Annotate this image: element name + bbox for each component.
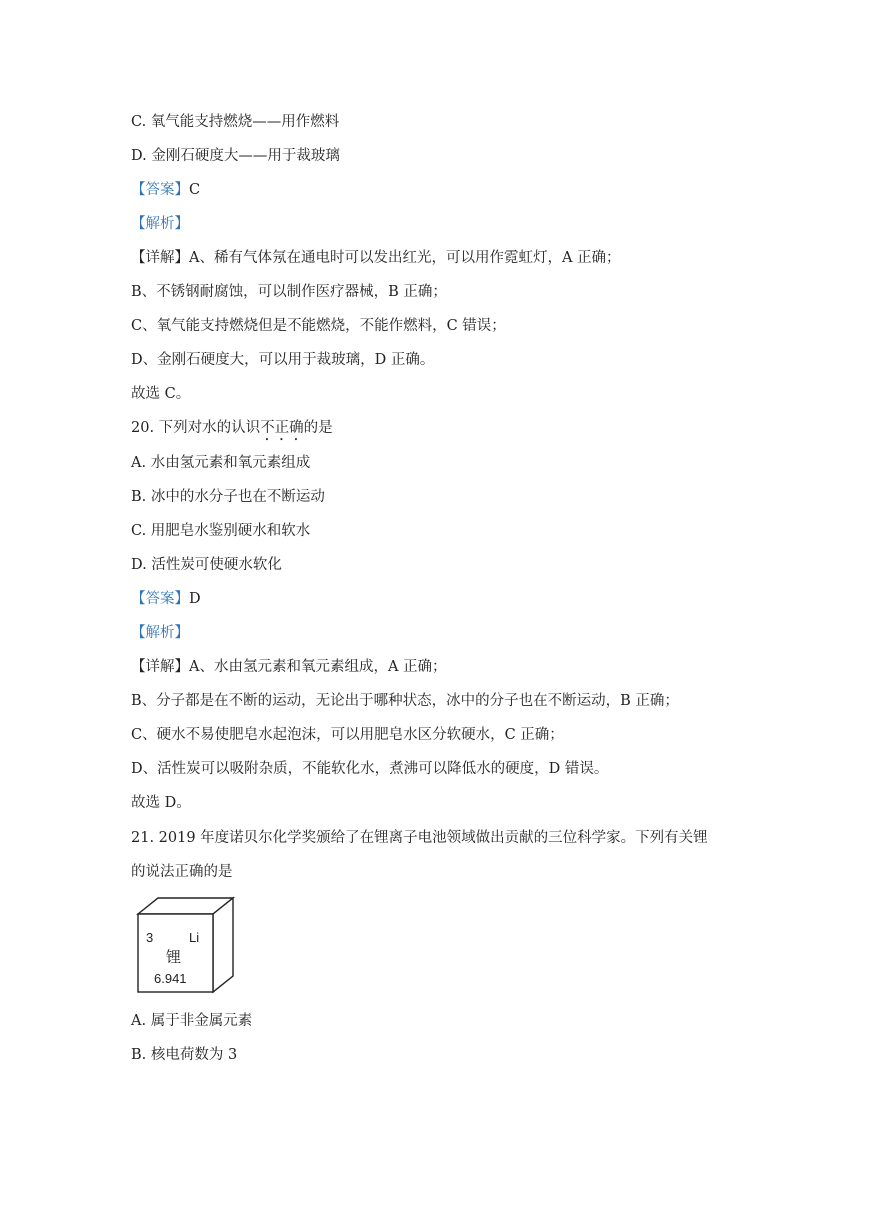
q19-detail-2: B、不锈钢耐腐蚀，可以制作医疗器械，B 正确； [131, 284, 447, 300]
q20-stem [131, 418, 333, 444]
stem-emphasis: 不正确 [260, 420, 304, 436]
q20-analysis-label: 【解析】 [131, 625, 189, 641]
element-name: 锂 [166, 948, 182, 966]
q20-answer [131, 589, 201, 609]
q20-option-a: A. 水由氢元素和氧元素组成 [131, 455, 311, 471]
q19-option-d: D. 金刚石硬度大——用于裁玻璃 [131, 148, 340, 164]
q20-detail-3: C、硬水不易使肥皂水起泡沫，可以用肥皂水区分软硬水，C 正确； [131, 727, 564, 743]
q19-analysis-label: 【解析】 [131, 216, 189, 232]
q19-detail-3: C、氧气能支持燃烧但是不能燃烧，不能作燃料，C 错误； [131, 318, 506, 334]
q19-detail-1: 【详解】A、稀有气体氖在通电时可以发出红光，可以用作霓虹灯，A 正确； [131, 250, 621, 266]
cube-side-face [213, 898, 233, 992]
answer-label: 【答案】 [131, 591, 189, 607]
answer-value: D [189, 591, 201, 607]
element-cube-figure [136, 896, 236, 994]
atomic-mass: 6.941 [154, 971, 187, 986]
atomic-number: 3 [146, 930, 154, 945]
q20-option-b: B. 冰中的水分子也在不断运动 [131, 489, 325, 505]
q20-detail-2: B、分子都是在不断的运动，无论出于哪种状态，冰中的分子也在不断运动，B 正确； [131, 693, 679, 709]
q19-conclusion: 故选 C。 [131, 386, 191, 402]
q20-conclusion: 故选 D。 [131, 795, 191, 811]
element-symbol: Li [189, 930, 200, 945]
answer-value: C [189, 182, 201, 198]
answer-label: 【答案】 [131, 182, 189, 198]
q20-option-c: C. 用肥皂水鉴别硬水和软水 [131, 523, 311, 539]
q21-stem-line-2: 的说法正确的是 [131, 864, 233, 880]
q21-option-b: B. 核电荷数为 3 [131, 1047, 238, 1063]
q19-answer [131, 180, 200, 200]
q20-option-d: D. 活性炭可使硬水软化 [131, 557, 282, 573]
q20-detail-1: 【详解】A、水由氢元素和氧元素组成，A 正确； [131, 659, 447, 675]
q21-option-a: A. 属于非金属元素 [131, 1013, 253, 1029]
q20-detail-4: D、活性炭可以吸附杂质，不能软化水，煮沸可以降低水的硬度，D 错误。 [131, 761, 609, 777]
stem-prefix: 20. 下列对水的认识 [131, 420, 261, 436]
stem-suffix: 的是 [303, 420, 333, 436]
q19-option-c: C. 氧气能支持燃烧——用作燃料 [131, 114, 340, 130]
q21-stem-line-1: 21. 2019 年度诺贝尔化学奖颁给了在锂离子电池领域做出贡献的三位科学家。下列有关锂 [131, 830, 708, 846]
q19-detail-4: D、金刚石硬度大，可以用于裁玻璃，D 正确。 [131, 352, 435, 368]
